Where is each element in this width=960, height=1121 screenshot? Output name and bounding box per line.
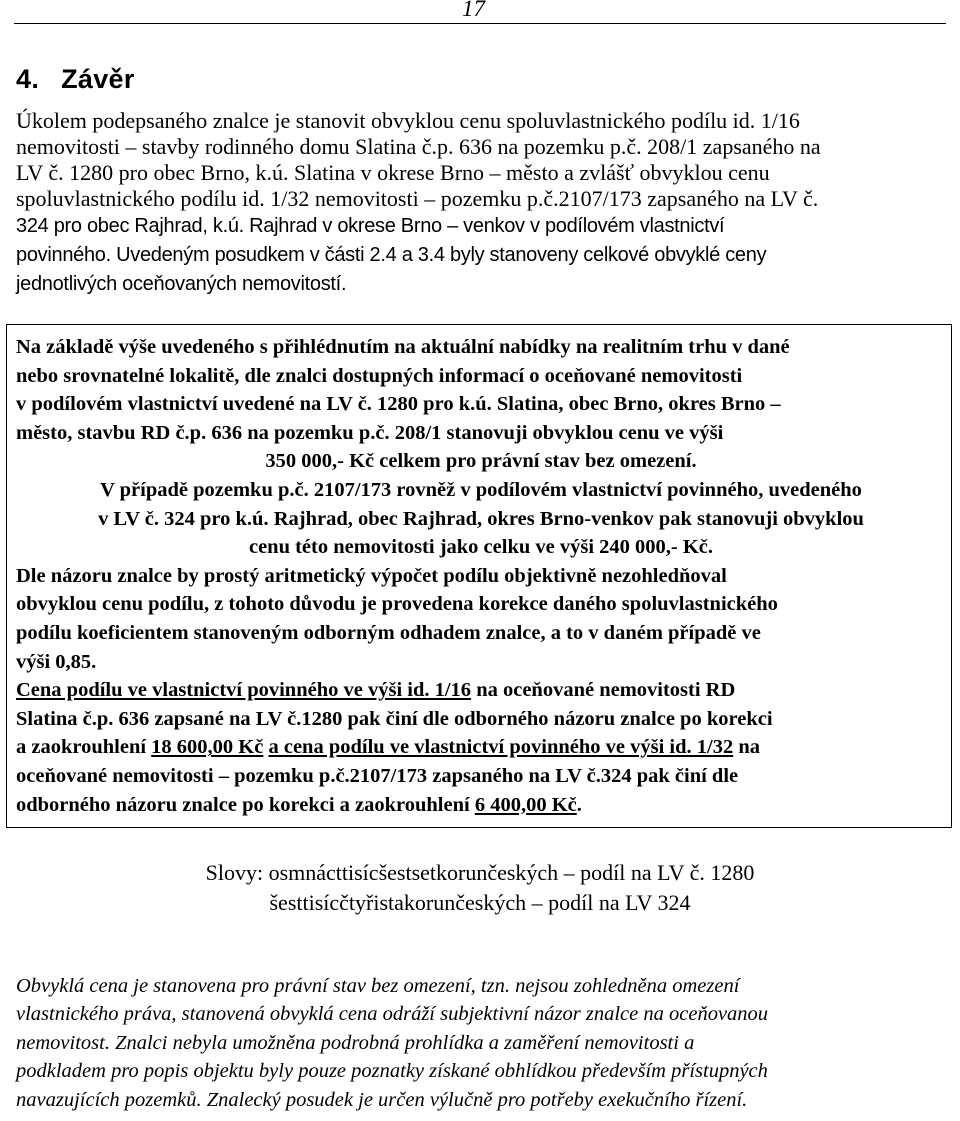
section-heading [16,64,135,95]
conclusion-line [16,676,946,705]
conclusion-text [16,333,946,819]
text-span: a zaokrouhlení [16,736,152,759]
amount-in-words [0,858,960,918]
intro-line: spoluvlastnického podílu id. 1/32 nemovitosti – pozemku p.č.2107/173 zapsaného na LV č. [16,186,819,211]
intro-line: nemovitosti – stavby rodinného domu Slatina č.p. 636 na pozemku p.č. 208/1 zapsaného na [16,134,821,159]
text-span: odborného názoru znalce po korekci a zaokrouhlení [16,793,475,816]
text-span: . [576,793,582,816]
share-price-label-rest: na oceňované nemovitosti RD [471,679,736,702]
intro-paragraph [16,108,951,299]
conclusion-line [16,733,946,762]
note-line: podkladem pro popis objektu byly pouze poznatky získané obhlídkou především přístupných [16,1060,768,1083]
conclusion-line-centered: v LV č. 324 pro k.ú. Rajhrad, obec Rajhrad, okres Brno-venkov pak stanovuji obvyklou [98,507,864,530]
conclusion-line: město, stavbu RD č.p. 636 na pozemku p.č. 208/1 stanovuji obvyklou cenu ve výši [16,421,724,444]
intro-line: 324 pro obec Rajhrad, k.ú. Rajhrad v okrese Brno – venkov v podílovém vlastnictví [16,215,725,237]
conclusion-line: obvyklou cenu podílu, z tohoto důvodu je provedena korekce daného spoluvlastnického [16,593,778,616]
conclusion-line: podílu koeficientem stanoveným odborným odhadem znalce, a to v daném případě ve [16,621,761,644]
conclusion-line-centered: V případě pozemku p.č. 2107/173 rovněž v podílovém vlastnictví povinného, uvedeného [100,478,862,501]
conclusion-line: Dle názoru znalce by prostý aritmetický výpočet podílu objektivně nezohledňoval [16,564,727,587]
conclusion-line: Slatina č.p. 636 zapsané na LV č.1280 pak činí dle odborného názoru znalce po korekci [16,707,773,730]
intro-line: LV č. 1280 pro obec Brno, k.ú. Slatina v okrese Brno – město a zvlášť obvyklou cenu [16,160,770,185]
words-line: Slovy: osmnácttisícšestsetkorunčeských – podíl na LV č. 1280 [205,860,755,885]
header-rule [14,23,946,24]
note-line: vlastnického práva, stanovená obvyklá cena odráží subjektivní názor znalce na oceňovanou [16,1003,769,1026]
note-line: nemovitost. Znalci nebyla umožněna podrobná prohlídka a zaměření nemovitosti a [16,1031,695,1054]
intro-line: Úkolem podepsaného znalce je stanovit obvyklou cenu spoluvlastnického podílu id. 1/16 [16,108,800,133]
disclaimer-note [16,972,951,1114]
share-price-value: 18 600,00 Kč [151,736,264,759]
words-line: šesttisícčtyřistakorunčeských – podíl na LV 324 [269,890,691,915]
text-span: na [733,736,760,759]
conclusion-line: výši 0,85. [16,650,97,673]
intro-line: jednotlivých oceňovaných nemovitostí. [16,273,347,295]
conclusion-line-centered: cenu této nemovitosti jako celku ve výši 240 000,- Kč. [248,536,714,559]
section-title: Závěr [61,64,135,94]
page-number: 17 [462,0,485,21]
conclusion-line: oceňované nemovitosti – pozemku p.č.2107/173 zapsaného na LV č.324 pak činí dle [16,764,739,787]
conclusion-line: nebo srovnatelné lokalitě, dle znalci dostupných informací o oceňované nemovitosti [16,364,743,387]
conclusion-line: Na základě výše uvedeného s přihlédnutím na aktuální nabídky na realitním trhu v dané [16,336,790,358]
share-price-label-underlined: Cena podílu ve vlastnictví povinného ve výši id. 1/16 [16,679,472,702]
intro-line: povinného. Uvedeným posudkem v části 2.4 a 3.4 byly stanoveny celkové obvyklé ceny [16,244,767,266]
note-line: navazujících pozemků. Znalecký posudek je určen výlučně pro potřeby exekučního řízení. [16,1088,748,1111]
conclusion-line-centered: 350 000,- Kč celkem pro právní stav bez omezení. [265,450,697,473]
section-number: 4. [16,64,40,94]
land-share-value: 6 400,00 Kč [474,793,577,816]
conclusion-line [16,791,946,820]
conclusion-line: v podílovém vlastnictví uvedené na LV č. 1280 pro k.ú. Slatina, obec Brno, okres Brno – [16,393,781,416]
note-line: Obvyklá cena je stanovena pro právní stav bez omezení, tzn. nejsou zohledněna omezení [16,975,740,997]
land-share-label-underlined: a cena podílu ve vlastnictví povinného ve výši id. 1/32 [268,736,734,759]
